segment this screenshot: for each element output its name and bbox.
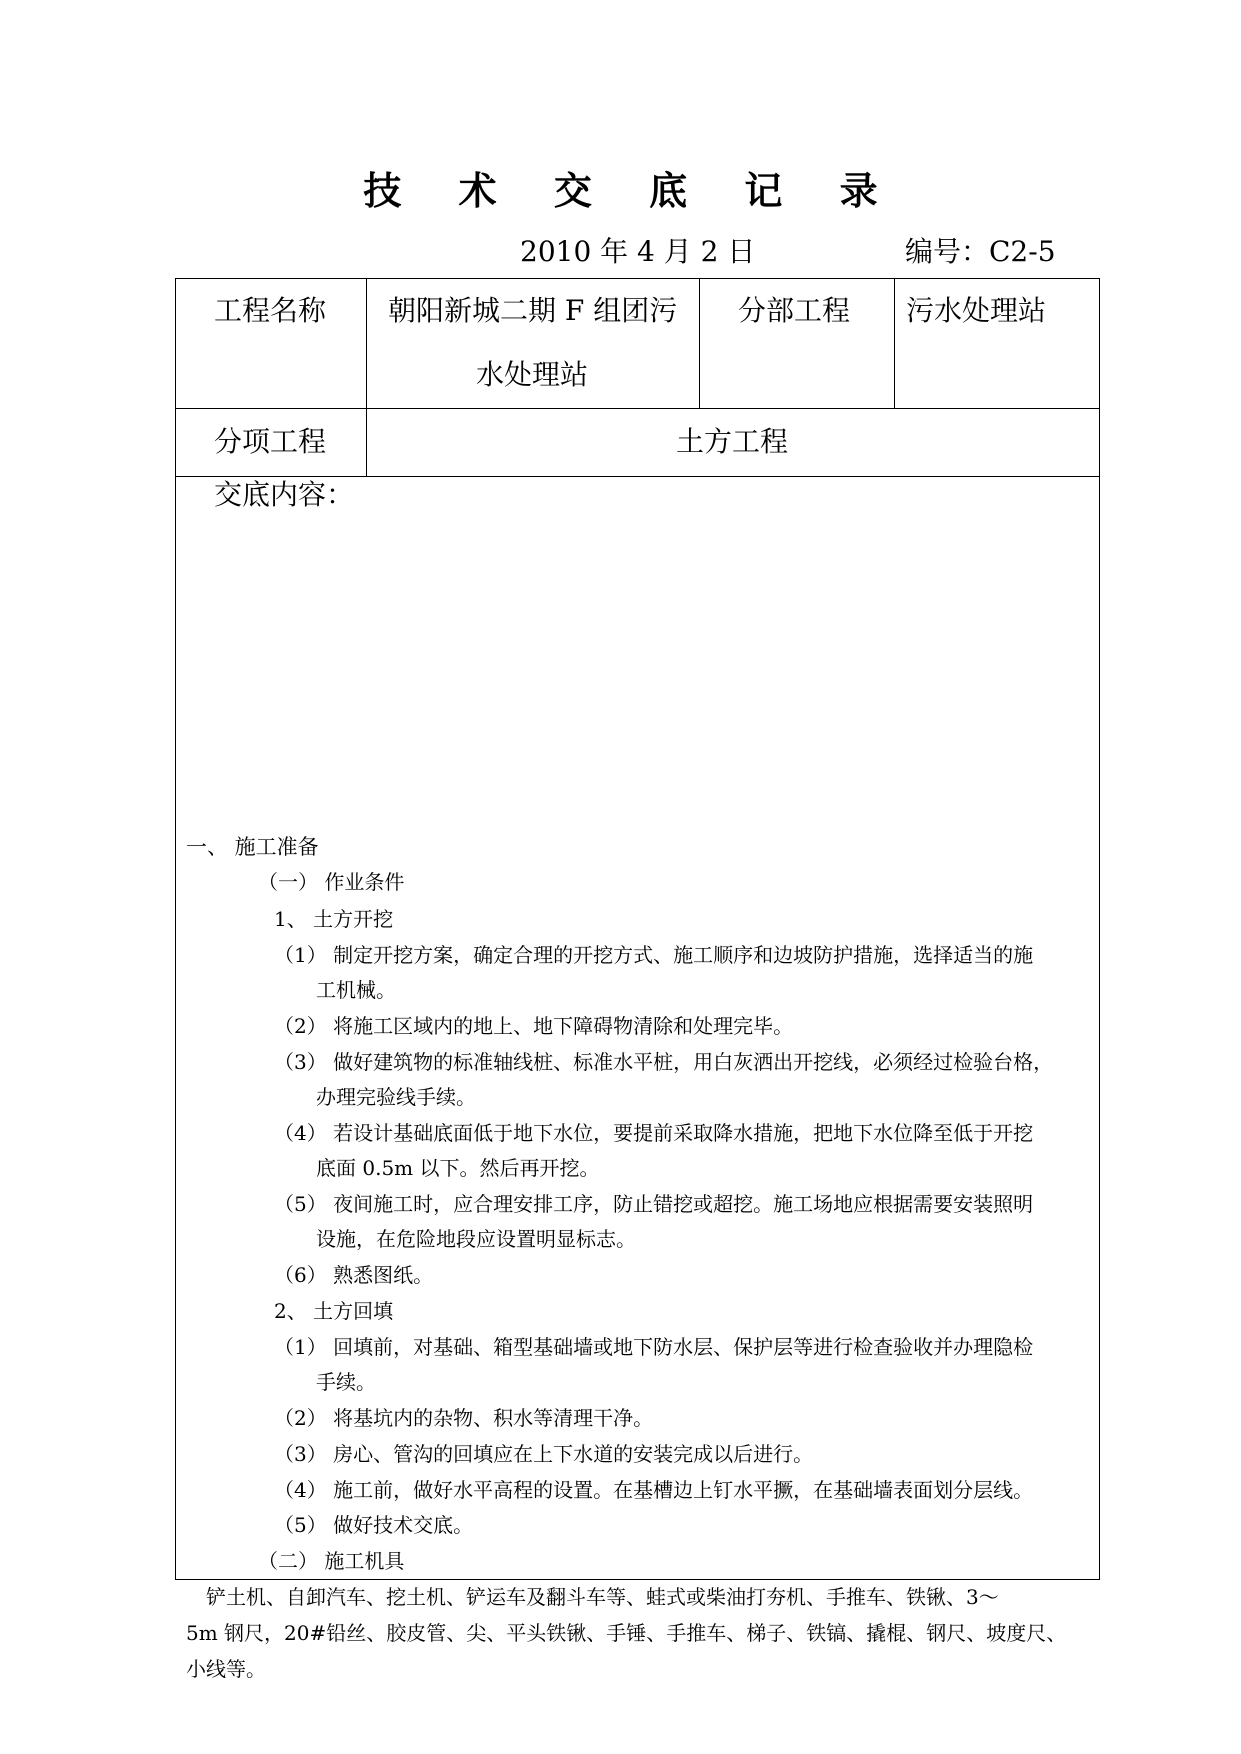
division-value: 污水处理站 (906, 294, 1047, 327)
list-item: （4） 施工前，做好水平高程的设置。在基槽边上钉水平撅，在基础墙表面划分层线。 (274, 1478, 1034, 1502)
content-label: 交底内容： (214, 478, 355, 511)
project-name-label: 工程名称 (214, 294, 327, 327)
item-heading: 2、 土方回填 (274, 1299, 394, 1323)
list-item: （3） 房心、管沟的回填应在上下水道的安装完成以后进行。 (274, 1442, 814, 1466)
list-item-continuation: 设施，在危险地段应设置明显标志。 (316, 1227, 636, 1251)
subsection-heading: （二） 施工机具 (258, 1549, 405, 1573)
section-heading: 一、 施工准备 (186, 835, 319, 859)
document-title: 技 术 交 底 记 录 (363, 168, 900, 213)
list-item: （2） 将基坑内的杂物、积水等清理干净。 (274, 1406, 654, 1430)
item-heading: 1、 土方开挖 (274, 907, 394, 931)
list-item-continuation: 底面 0.5m 以下。然后再开挖。 (316, 1156, 600, 1180)
subsection-heading: （一） 作业条件 (258, 870, 405, 894)
record-table (175, 278, 1100, 1681)
row-divider (176, 408, 1099, 409)
list-item: （3） 做好建筑物的标准轴线桩、标准水平桩，用白灰洒出开挖线，必须经过检验台格， (274, 1050, 1054, 1074)
list-item-continuation: 办理完验线手续。 (316, 1085, 476, 1109)
document-code: 编号：C2-5 (905, 235, 1056, 268)
subdivision-label: 分项工程 (214, 425, 327, 458)
list-item-continuation: 手续。 (316, 1370, 376, 1394)
list-item: （5） 做好技术交底。 (274, 1513, 474, 1537)
list-item: （5） 夜间施工时，应合理安排工序，防止错挖或超挖。施工场地应根据需要安装照明 (274, 1192, 1034, 1216)
paragraph-line: 5m 钢尺，20#铅丝、胶皮管、尖、平头铁锹、手锤、手推车、梯子、铁镐、撬棍、钢尺、坡度尺、 (186, 1621, 1067, 1645)
column-divider (894, 279, 895, 408)
project-name-value-line2: 水处理站 (476, 358, 589, 391)
paragraph-line: 铲土机、自卸汽车、挖土机、铲运车及翻斗车等、蛙式或柴油打夯机、手推车、铁锹、3～ (206, 1585, 999, 1609)
list-item: （6） 熟悉图纸。 (274, 1263, 434, 1287)
list-item: （1） 回填前，对基础、箱型基础墙或地下防水层、保护层等进行检查验收并办理隐检 (274, 1335, 1034, 1359)
subdivision-value: 土方工程 (676, 425, 789, 458)
division-label: 分部工程 (738, 294, 851, 327)
column-divider (366, 279, 367, 476)
list-item-continuation: 工机械。 (316, 978, 396, 1002)
list-item: （1） 制定开挖方案，确定合理的开挖方式、施工顺序和边坡防护措施，选择适当的施 (274, 943, 1034, 967)
paragraph-line: 小线等。 (186, 1657, 266, 1681)
column-divider (699, 279, 700, 408)
document-date: 2010 年 4 月 2 日 (520, 235, 756, 268)
project-name-value-line1: 朝阳新城二期 F 组团污 (388, 294, 678, 327)
list-item: （4） 若设计基础底面低于地下水位，要提前采取降水措施，把地下水位降至低于开挖 (274, 1121, 1034, 1145)
list-item: （2） 将施工区域内的地上、地下障碍物清除和处理完毕。 (274, 1014, 794, 1038)
